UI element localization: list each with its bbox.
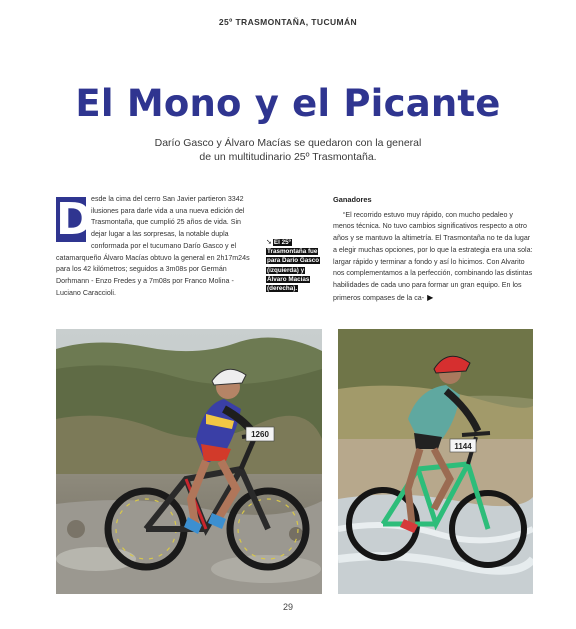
arrow-icon: ➘ (266, 239, 272, 246)
section-header: 25º TRASMONTAÑA, TUCUMÁN (218, 17, 358, 27)
bib-number-right: 1144 (454, 442, 472, 451)
bib-number-left: 1260 (251, 430, 269, 439)
photo-rider-right-image (338, 329, 533, 594)
photo-caption (266, 238, 322, 293)
article-title: El Mono y el Picante (75, 82, 501, 125)
caption-text: El 25º Trasmontaña fue para Darío Gasco (izquierda) y Álvaro Macías (derecha). (267, 239, 320, 293)
body-text-right (333, 210, 533, 305)
section-heading: Ganadores (333, 195, 372, 204)
drop-cap: D (56, 194, 93, 245)
continue-arrow-icon: ▶ (427, 292, 434, 302)
photo-rider-left-image (56, 329, 322, 594)
subtitle-line-2: de un multitudinario 25º Trasmontaña. (199, 151, 377, 163)
photo-rider-left (56, 329, 322, 594)
body-text-left: esde la cima del cerro San Javier partieron 3342 ilusiones para darle vida a una nueva edición del Trasmontaña, que cumplió 25 años de vida. Sin dejar lugar a las sorpresas, la notable dupla conformada por el tucumano Darío Gasco y el catamarqueño Álvaro Macías obtuvo la general en 2h17m24s para los 42 kilómetros; seguidos a 3m08s por Germán Dorhmann - Enzo Fredes y a 7m08s por Franco Molina - Luciano Caraccioli. (56, 195, 250, 297)
subtitle-line-1: Darío Gasco y Álvaro Macías se quedaron con la general (154, 137, 422, 149)
body-text-right-content: “El recorrido estuvo muy rápido, con mucho pedaleo y menos técnica. No tuvo cambios significativos respecto a otro años y se mantuvo la altimetría. El Trasmontaña no te da lugar a elegir muchas opciones, por lo que la estrategia era una sola: largar rápido y terminar a fondo y así lo hicimos. Con Alvarito nos complementamos a la perfección, combinando las distintas habilidades de cada uno para formar un gran equipo. En los primeros compases de la ca- (333, 210, 533, 302)
photo-rider-right (338, 329, 533, 594)
page-number: 29 (282, 602, 293, 612)
body-column-left (56, 194, 256, 299)
body-column-right (333, 194, 533, 304)
article-subtitle (0, 136, 576, 164)
